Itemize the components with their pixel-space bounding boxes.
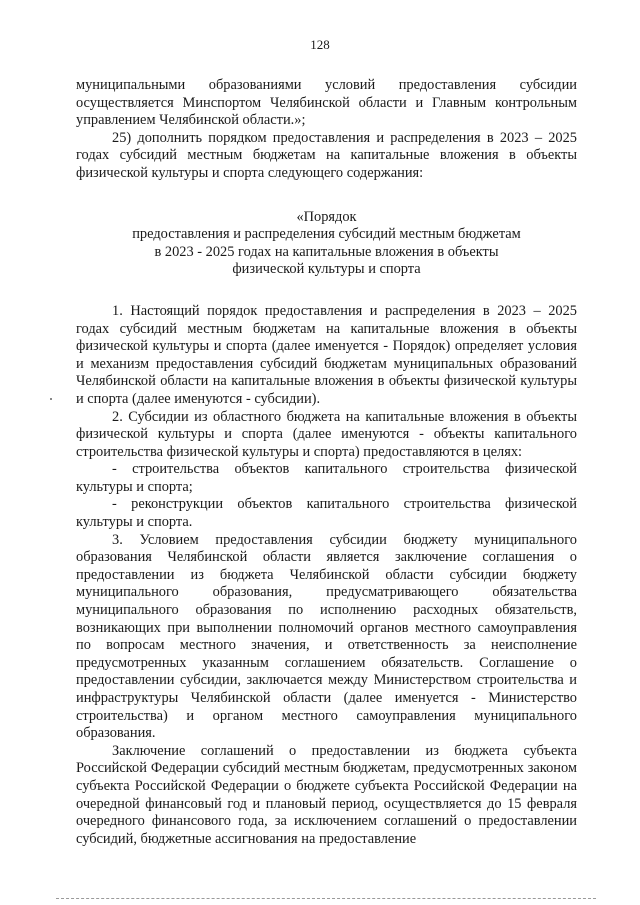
paragraph-3: 3. Условием предоставления субсидии бюджету муниципального образования Челябинской области является заключение соглашения о предоставлении из бюджета Челябинской области субсидии бюджету муниципального образования, предусматривающего обязательства муниципального образования по исполнению расходных обязательств, возникающих при выполнении полномочий органов местного самоуправления по вопросам местного значения, и ответственность за неисполнение предусмотренных указанным соглашением обязательств. Соглашение о предоставлении субсидии, заключается между Министерством строительства и инфраструктуры Челябинской области (далее именуется - Министерство строительства) и органом местного самоуправления муниципального образования. [76, 531, 577, 742]
title-line: «Порядок [296, 208, 357, 225]
scan-speck [50, 398, 52, 400]
list-item-construction: - строительства объектов капитального строительства физической культуры и спорта; [76, 461, 577, 495]
paragraph-1: 1. Настоящий порядок предоставления и распределения в 2023 – 2025 годах субсидий местным бюджетам на капитальные вложения в объекты физической культуры и спорта (далее именуется - Порядок) определяет условия и механизм предоставления субсидий бюджетам муниципальных образований Челябинской области на капитальные вложения в объекты физической культуры и спорта (далее именуются - субсидии). [76, 302, 577, 407]
list-item-reconstruction: - реконструкции объектов капитального строительства физической культуры и спорта. [76, 496, 577, 531]
title-line: физической культуры и спорта [232, 261, 421, 278]
title-line: в 2023 - 2025 годах на капитальные вложения в объекты [154, 243, 499, 260]
paragraph-2: 2. Субсидии из областного бюджета на капитальные вложения в объекты физической культуры и спорта (далее именуются - объекты капитального строительства физической культуры и спорта) предоставляются в целях: [76, 408, 577, 460]
paragraph-continuation: муниципальными образованиями условий предоставления субсидии осуществляется Минспортом Челябинской области и Главным контрольным управлением Челябинской области.»; [76, 77, 577, 129]
paragraph-agreements: Заключение соглашений о предоставлении из бюджета субъекта Российской Федерации субсидий местным бюджетам, предусмотренных законом субъекта Российской Федерации о бюджете субъекта Российской Федерации на очередной финансовый год и плановый период, осуществляется до 15 февраля очередного финансового года, за исключением соглашений о предоставлении субсидий, бюджетные ассигнования на предоставление [76, 742, 577, 847]
title-line: предоставления и распределения субсидий местным бюджетам [132, 226, 521, 243]
document-body [76, 77, 577, 848]
paragraph-item-25: 25) дополнить порядком предоставления и распределения в 2023 – 2025 годах субсидий местным бюджетам на капитальные вложения в объекты физической культуры и спорта следующего содержания: [76, 129, 577, 181]
page-bottom-edge [56, 898, 596, 899]
page-number: 128 [310, 37, 330, 52]
section-title [76, 183, 577, 303]
